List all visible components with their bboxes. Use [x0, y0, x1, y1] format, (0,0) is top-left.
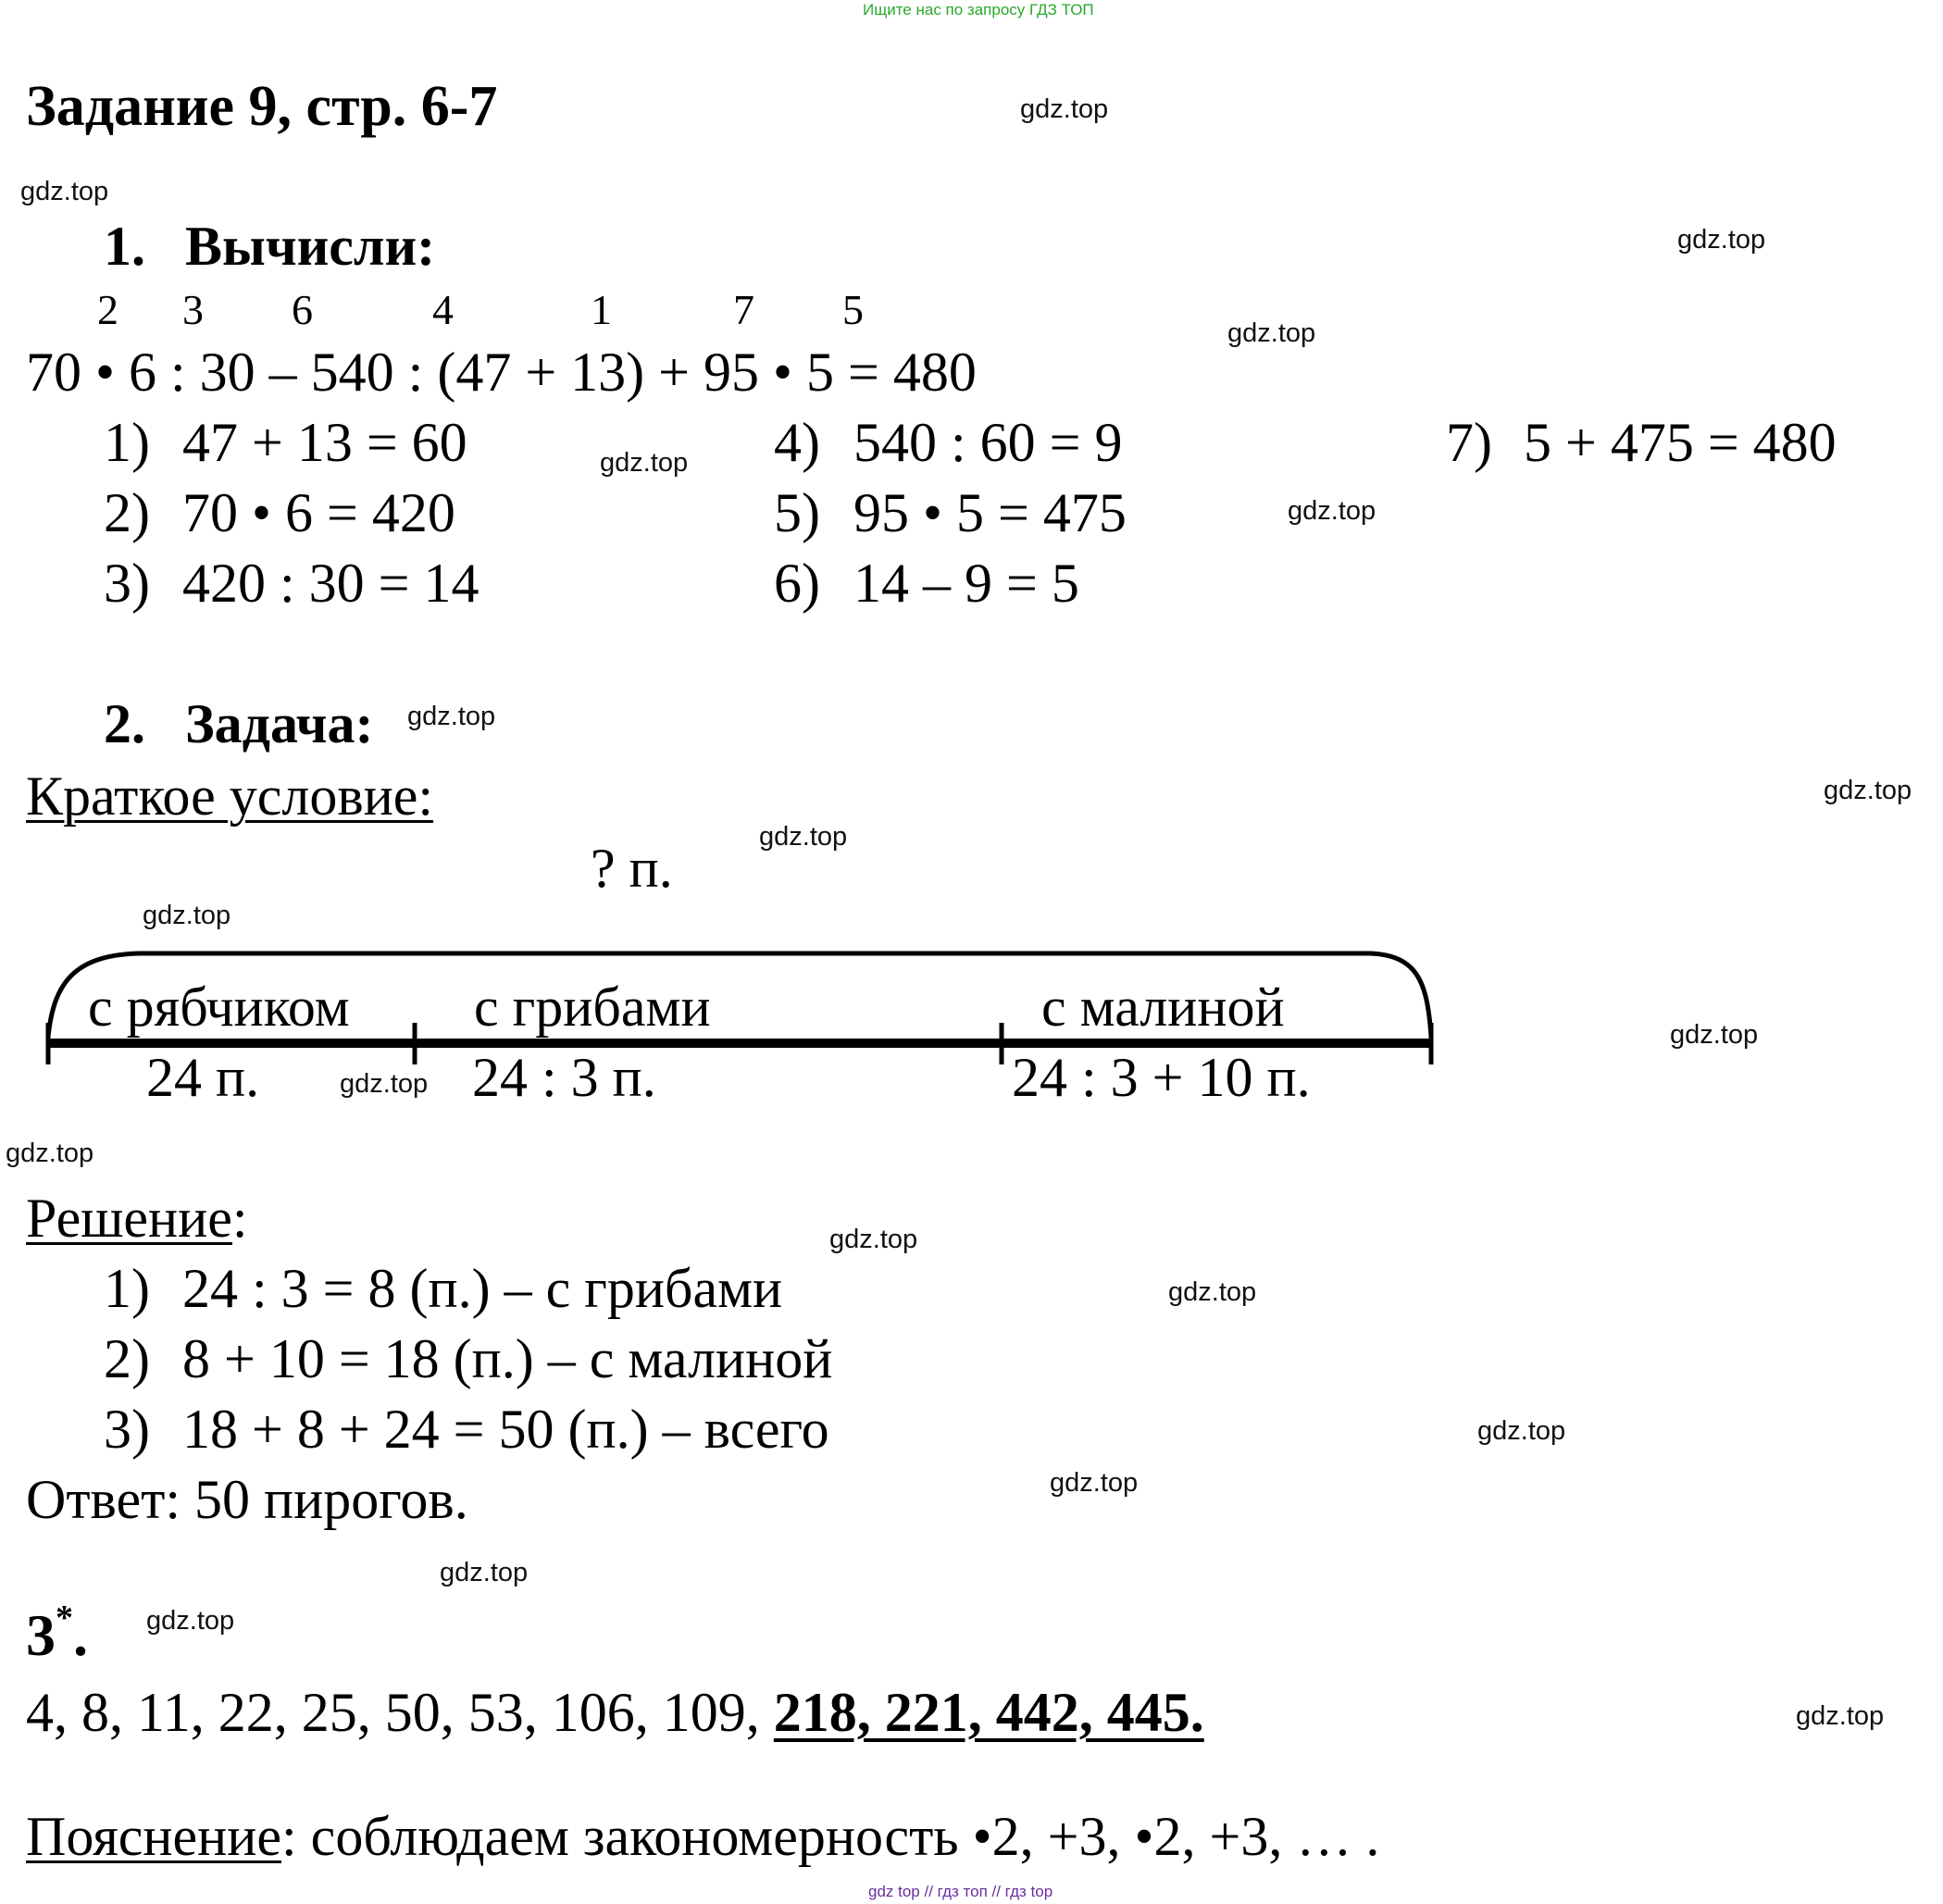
step-number: 6) — [774, 553, 820, 614]
watermark-text: gdz.top — [1677, 225, 1766, 255]
step-text: 420 : 30 = 14 — [182, 553, 480, 614]
sequence-line — [26, 1681, 1204, 1745]
step-text: 5 + 475 = 480 — [1524, 412, 1837, 473]
page-title: Задание 9, стр. 6-7 — [26, 75, 498, 138]
section-3-star: * — [56, 1599, 73, 1637]
watermark-text: gdz.top — [407, 702, 496, 731]
segment-value: 24 : 3 п. — [472, 1047, 656, 1108]
solution-step-number: 2) — [104, 1328, 150, 1389]
step-number: 1) — [104, 412, 150, 473]
section-2-heading: Задача: — [185, 693, 374, 754]
solution-step-number: 1) — [104, 1258, 150, 1319]
step-text: 14 – 9 = 5 — [853, 553, 1079, 614]
solution-label: Решение — [26, 1188, 232, 1249]
step-number: 2) — [104, 482, 150, 543]
answer: Ответ: 50 пирогов. — [26, 1469, 468, 1530]
watermark-text: gdz.top — [6, 1139, 94, 1168]
solution-colon: : — [231, 1188, 248, 1249]
step-text: 540 : 60 = 9 — [853, 412, 1123, 473]
watermark-text: gdz.top — [1477, 1416, 1566, 1446]
segment-value: 24 п. — [146, 1047, 260, 1108]
main-expression: 70 • 6 : 30 – 540 : (47 + 13) + 95 • 5 = 480 — [26, 342, 977, 403]
explanation-label: Пояснение — [26, 1806, 282, 1867]
segment-label: с рябчиком — [88, 977, 350, 1038]
order-mark: 2 — [97, 286, 118, 333]
step-number: 5) — [774, 482, 820, 543]
watermark-text: gdz.top — [1824, 776, 1912, 805]
watermark-text: gdz.top — [1288, 496, 1376, 526]
step-number: 3) — [104, 553, 150, 614]
watermark-text: gdz.top — [20, 177, 109, 206]
watermark-text: gdz.top — [829, 1225, 918, 1254]
section-2-number: 2. — [104, 693, 145, 754]
watermark-text: gdz.top — [143, 901, 231, 930]
sequence-given: 4, 8, 11, 22, 25, 50, 53, 106, 109, — [26, 1682, 774, 1743]
order-mark: 6 — [292, 286, 313, 333]
step-number: 4) — [774, 412, 820, 473]
order-mark: 4 — [432, 286, 454, 333]
watermark-text: gdz.top — [1020, 94, 1109, 124]
segment-label: с малиной — [1041, 977, 1285, 1038]
segment-value: 24 : 3 + 10 п. — [1012, 1047, 1311, 1108]
solution-step-text: 18 + 8 + 24 = 50 (п.) – всего — [182, 1399, 829, 1460]
explanation-line — [26, 1805, 1379, 1869]
step-text: 70 • 6 = 420 — [182, 482, 455, 543]
explanation-text: : соблюдаем закономерность •2, +3, •2, +3, … . — [281, 1806, 1380, 1867]
total-label: ? п. — [591, 838, 673, 899]
section-3-dot: . — [73, 1602, 88, 1668]
watermark-text: gdz.top — [600, 448, 689, 478]
order-mark: 3 — [182, 286, 204, 333]
watermark-text: gdz.top — [1670, 1020, 1759, 1050]
solution-step-text: 8 + 10 = 18 (п.) – с малиной — [182, 1328, 833, 1389]
step-text: 47 + 13 = 60 — [182, 412, 467, 473]
order-mark: 5 — [842, 286, 864, 333]
section-1-heading: Вычисли: — [185, 216, 436, 277]
solution-step-number: 3) — [104, 1399, 150, 1460]
watermark-text: gdz.top — [1796, 1701, 1885, 1731]
step-number: 7) — [1446, 412, 1492, 473]
watermark-text: gdz.top — [759, 822, 848, 852]
watermark-text: gdz.top — [1227, 318, 1316, 348]
order-mark: 1 — [591, 286, 612, 333]
order-mark: 7 — [733, 286, 754, 333]
bottom-banner: gdz top // гдз топ // гдз top — [868, 1883, 1053, 1900]
solution-step-text: 24 : 3 = 8 (п.) – с грибами — [182, 1258, 783, 1319]
segment-label: с грибами — [474, 977, 711, 1038]
watermark-text: gdz.top — [340, 1069, 429, 1099]
sequence-answer: 218, 221, 442, 445. — [773, 1682, 1204, 1743]
section-3-number — [26, 1601, 88, 1670]
watermark-text: gdz.top — [1168, 1277, 1257, 1307]
solution-heading — [26, 1187, 248, 1251]
watermark-text: gdz.top — [146, 1606, 235, 1636]
watermark-text: gdz.top — [440, 1558, 529, 1587]
section-3-digit: 3 — [26, 1602, 56, 1668]
top-banner: Ищите нас по запросу ГДЗ ТОП — [863, 1, 1094, 19]
step-text: 95 • 5 = 475 — [853, 482, 1127, 543]
watermark-text: gdz.top — [1050, 1468, 1139, 1498]
condition-label: Краткое условие: — [26, 765, 434, 827]
section-1-number: 1. — [104, 216, 145, 277]
